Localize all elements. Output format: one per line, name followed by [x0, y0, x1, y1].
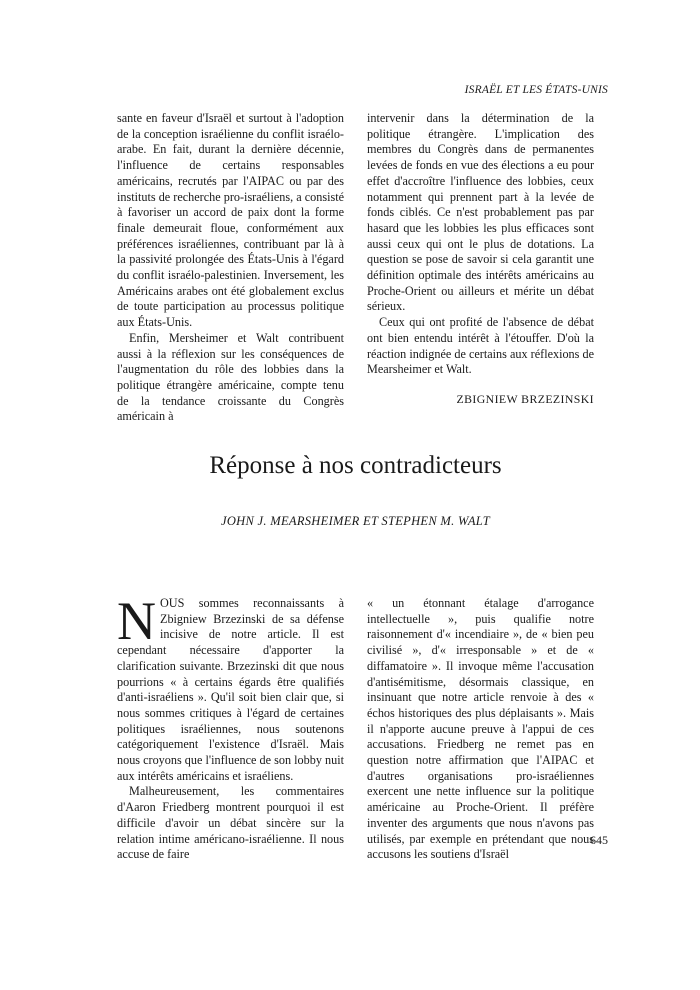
left-column-bottom	[117, 591, 344, 863]
opening-paragraph	[117, 591, 344, 784]
page-number: 645	[590, 833, 608, 847]
paragraph: sante en faveur d'Israël et surtout à l'adoption de la conception israélienne du conflit israélo-arabe. En fait, durant la dernière décennie, l'influence de certains responsables américains, recrutés par l'AIPAC ou par des instituts de recherche pro-israéliens, a consisté à favoriser un accord de paix dont la forme finale demeurait floue, conformément aux préférences israéliennes, contribuant par là à la passivité prolongée des États-Unis à l'égard du conflit israélo-palestinien. Inversement, les Américains arabes ont été globalement exclus de toute participation au processus politique aux États-Unis.	[117, 111, 344, 330]
paragraph: « un étonnant étalage d'arrogance intellectuelle », puis qualifie notre raisonnement d'« incendiaire », de « bien peu civilisé », d'« irresponsable » et de « diffamatoire ». Il invoque même l'accusation d'antisémitisme, désormais classique, en insinuant que notre article renvoie à des « échos historiques des plus déplaisants ». Mais il n'apporte aucune preuve à l'appui de ces accusations. Friedberg ne remet pas en question notre affirmation que l'AIPAC et d'autres organisations pro-israéliennes exercent une nette influence sur la politique américaine au Proche-Orient. Il préfère inventer des arguments que nous n'avons pas utilisés, par exemple en prétendant que nous accusons les soutiens d'Israël	[367, 596, 594, 862]
paragraph: Enfin, Mersheimer et Walt contribuent aussi à la réflexion sur les conséquences de l'augmentation du rôle des lobbies dans la politique étrangère américaine, compte tenu de la tendance croissante du Congrès américain à	[117, 330, 344, 424]
paragraph: Ceux qui ont profité de l'absence de débat ont bien entendu intérêt à l'étouffer. D'où la réaction indignée de certains aux réflexions de Mearsheimer et Walt.	[367, 315, 594, 377]
article-authors: JOHN J. MEARSHEIMER ET STEPHEN M. WALT	[220, 514, 491, 528]
paragraph: Malheureusement, les commentaires d'Aaron Friedberg montrent pourquoi il est difficile d'avoir un débat sincère sur la relation intime américano-israélienne. Il nous accuse de faire	[117, 784, 344, 862]
running-head: ISRAËL ET LES ÉTATS-UNIS	[464, 84, 608, 96]
first-word-rest: OUS	[160, 596, 185, 610]
right-column-top	[367, 111, 594, 408]
article-title: Réponse à nos contradicteurs	[209, 452, 502, 479]
drop-cap: N	[117, 591, 156, 651]
right-column-bottom	[367, 596, 594, 863]
paragraph: intervenir dans la détermination de la politique étrangère. L'implication des membres du Congrès dans de permanentes levées de fonds en vue des élections a eu pour effet d'accroître l'influence des lobbies, ceux notamment qui prennent part à la levée de fonds ciblés. Ce n'est probablement pas par hasard que les lobbies les plus efficaces sont aussi ceux qui ont le plus de dotations. La question se pose de savoir si cela garantit une définition optimale des intérêts américains au Proche-Orient ou ailleurs et mérite un débat sérieux.	[367, 111, 594, 314]
paragraph-text: sommes reconnaissants à Zbigniew Brzezinski de sa défense incisive de notre article. Il est cependant nécessaire d'apporter la clarification suivante. Brzezinski dit que nous pourrions « à certains égards être qualifiés d'anti-israéliens ». Qu'il soit bien clair que, si nous sommes critiques à l'égard de certaines politiques israéliennes, nous soutenons catégoriquement l'existence d'Israël. Mais nous croyons que l'influence de son lobby nuit aux intérêts américains et israéliens.	[117, 596, 344, 783]
left-column-top	[117, 111, 344, 425]
signature: ZBIGNIEW BRZEZINSKI	[456, 391, 594, 406]
